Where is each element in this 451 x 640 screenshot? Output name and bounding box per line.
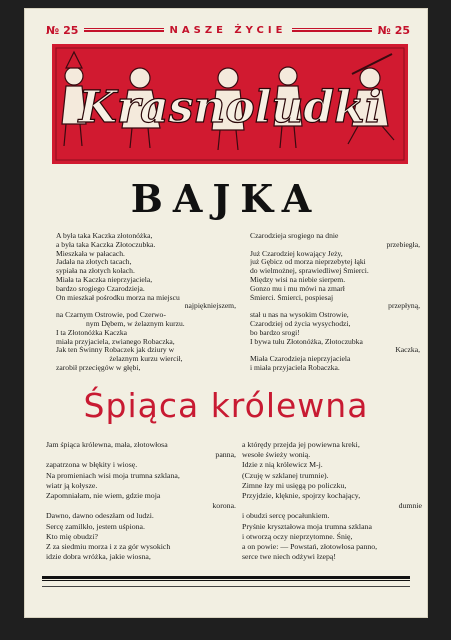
text-line: I bywa tułu Złotonóżka, Złotoczubka — [250, 337, 363, 346]
text-line: Miała ta Kaczka nieprzyjaciela, — [56, 275, 153, 284]
text-line: Śmierci. Śmierci, pospiesaj — [250, 293, 334, 302]
text-line: zarobił przecięgów w głębi, — [56, 363, 141, 372]
issue-number-left: № 25 — [46, 23, 79, 37]
text-line: Zapomniałam, nie wiem, gdzie moja — [46, 491, 161, 501]
text-line: przebiegła, — [386, 240, 420, 249]
story1-left-column — [56, 232, 236, 373]
text-line: na Czarnym Ostrowie, pod Czerwo- — [56, 311, 166, 320]
text-line: Idzie z nią królewicz M-j. — [242, 460, 323, 470]
story2-right-column — [242, 440, 422, 562]
magazine-page — [24, 8, 428, 618]
text-line: stał u nas na wysokim Ostrowie, — [250, 311, 349, 320]
text-line: a była taka Kaczka Złotoczubka. — [56, 240, 156, 249]
text-line: Między wisi na niebie sierpem. — [250, 275, 346, 284]
text-line: i obudzi sercę pocałunkiem. — [242, 511, 330, 521]
text-line: żelaznym kurzu wiercił, — [109, 355, 183, 364]
text-line: panna, — [215, 450, 236, 460]
banner-title: Krasnoludki — [78, 82, 382, 133]
text-line: Miała Czarodzieja nieprzyjaciela — [250, 355, 351, 364]
text-line: Jak ten Świnny Robaczek jak dziury w — [56, 346, 175, 355]
text-line: Pryśnie kryształowa moja trumna szklana — [242, 521, 372, 531]
text-line: Sercę zamilkło, jestem uśpiona. — [46, 521, 145, 531]
header-rule-right — [292, 28, 371, 32]
text-line: Z za siedmiu morza i z za gór wysokich — [46, 542, 171, 552]
krasnoludki-banner — [52, 44, 408, 164]
text-line: a on powie: — Powstań, złotowłosa panno, — [242, 542, 378, 552]
text-line: a którędy przejda jej powiewna kreki, — [242, 440, 360, 449]
text-line: Jadała na złotych tacach, — [56, 258, 132, 267]
story2-left-column — [46, 440, 236, 562]
text-line: Jam śpiąca królewna, mała, złotowłosa — [46, 440, 168, 449]
text-line: już Gębicz od morza nieprzebytej łąki — [250, 258, 366, 267]
text-line: (Czuję w szklanej trumnie). — [242, 470, 329, 480]
text-line: Kto mię obudzi? — [46, 531, 98, 541]
text-line: korona. — [212, 501, 236, 511]
text-line: wiatr ją kołysze. — [46, 480, 98, 490]
text-line: Kaczka, — [395, 346, 420, 355]
header-rule-left — [84, 28, 163, 32]
text-line: do wielmożnej, sprawiedliwej Śmierci. — [250, 267, 369, 276]
issue-number-right: № 25 — [377, 23, 410, 37]
story1-title: BAJKA — [130, 176, 322, 221]
magazine-title: NASZE ŻYCIE — [169, 24, 287, 36]
text-line: serce twe niech odżywi łzepą! — [242, 552, 336, 562]
text-line: miała przyjaciela, zwianego Robaczka, — [56, 337, 175, 346]
text-line: I ta Złotonóżka Kaczka — [56, 328, 128, 337]
text-line: Dawno, dawno odeszłam od ludzi. — [46, 511, 154, 521]
text-line: Gonzo mu i mu mówi na zmarł — [250, 284, 345, 293]
text-line: i otworzą oczy nieprzytomne. Śnię, — [242, 531, 353, 541]
text-line: idzie dobra wróżka, jakie wiosna, — [46, 552, 151, 562]
footer-rule-thin — [42, 586, 410, 587]
text-line: Czarodzieja srogiego na dnie — [250, 232, 339, 240]
text-line: i miała przyjaciela Robaczka. — [250, 363, 340, 372]
story1-right-column — [250, 232, 420, 373]
text-line: zapatrzona w błękity i wiosę. — [46, 460, 138, 470]
text-line: Już Czarodziej kowający Jeży, — [250, 249, 343, 258]
story2-title: Śpiąca królewna — [83, 386, 369, 425]
text-line: Zimne łzy mi usięgą po policzku, — [242, 480, 347, 490]
text-line: sypiała na złotych kołach. — [56, 267, 135, 276]
text-line: bo bardzo srogi! — [250, 328, 300, 337]
text-line: wesołe świeży wonią. — [242, 450, 311, 460]
footer-rule-thick — [42, 576, 410, 581]
text-line: Przyjdzie, klęknie, spojrzy kochający, — [242, 491, 361, 501]
text-line: A była taka Kaczka złotonóżka, — [56, 232, 153, 240]
page-header — [46, 22, 410, 38]
text-line: nym Dębem, w żelaznym kurzu. — [86, 319, 185, 328]
text-line: On mieszkał pośrodku morza na miejscu — [56, 293, 180, 302]
text-line: Mieszkała w pałacach. — [56, 249, 125, 258]
text-line: dumnie — [398, 501, 422, 511]
text-line: Czarodziej od życia wysychodzi, — [250, 319, 351, 328]
text-line: Na promieniach wisi moja trumna szklana, — [46, 470, 180, 480]
text-line: najpiękniejszem, — [184, 302, 236, 311]
text-line: bardzo srogiego Czarodzieja. — [56, 284, 145, 293]
text-line: przepłyną, — [388, 302, 420, 311]
